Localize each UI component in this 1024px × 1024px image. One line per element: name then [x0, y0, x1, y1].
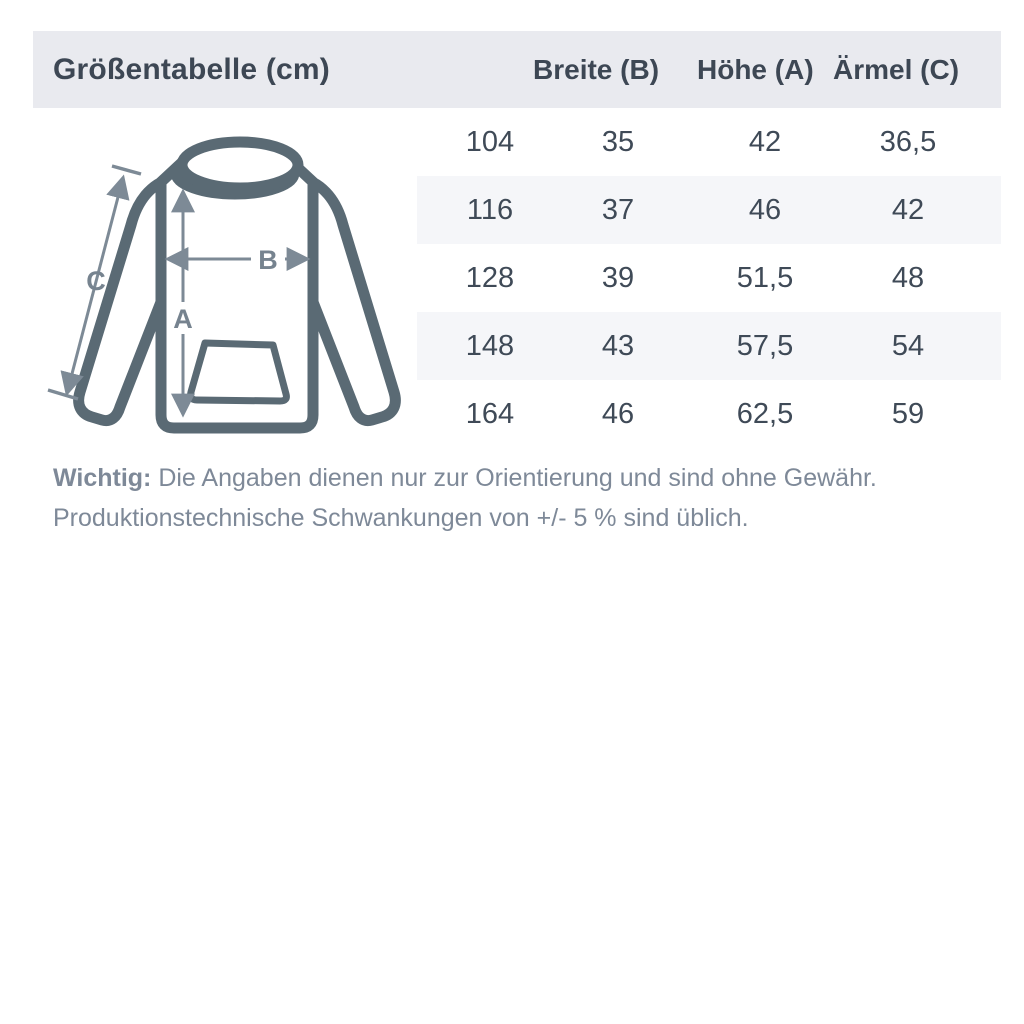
disclaimer-line-2: Produktionstechnische Schwankungen von +/- 5 % sind üblich.	[53, 504, 749, 532]
size-cell: 128	[465, 261, 515, 294]
size-cell: 104	[465, 125, 515, 158]
table-row	[417, 176, 1001, 244]
size-cell: 164	[465, 397, 515, 430]
disclaimer-line-1	[53, 458, 983, 498]
aermel-cell: 36,5	[879, 125, 937, 158]
label-a: A	[173, 304, 193, 334]
hoehe-cell: 42	[748, 125, 782, 158]
breite-cell: 39	[601, 261, 635, 294]
label-c: C	[86, 266, 106, 296]
size-cell: 116	[466, 193, 514, 226]
table-title: Größentabelle (cm)	[53, 52, 330, 86]
breite-cell: 46	[601, 397, 635, 430]
disclaimer-text-1: Die Angaben dienen nur zur Orientierung und sind ohne Gewähr.	[158, 464, 877, 492]
size-cell: 148	[465, 329, 515, 362]
table-row	[417, 108, 1001, 176]
aermel-cell: 59	[891, 397, 925, 430]
table-row	[417, 312, 1001, 380]
hoodie-measurement-diagram	[40, 128, 420, 438]
aermel-cell: 54	[891, 329, 925, 362]
aermel-cell: 42	[891, 193, 925, 226]
hood-icon	[176, 142, 298, 194]
disclaimer-prefix: Wichtig:	[53, 464, 152, 492]
pocket	[191, 343, 287, 401]
table-header	[33, 31, 1001, 108]
table-row	[417, 244, 1001, 312]
hoehe-cell: 46	[748, 193, 782, 226]
disclaimer-note	[53, 458, 983, 538]
breite-cell: 35	[601, 125, 635, 158]
hoehe-cell: 57,5	[736, 329, 794, 362]
aermel-cell: 48	[891, 261, 925, 294]
hoehe-cell: 62,5	[736, 397, 794, 430]
breite-cell: 43	[601, 329, 635, 362]
column-header-aermel: Ärmel (C)	[833, 53, 960, 85]
label-b: B	[258, 245, 278, 275]
column-header-hoehe: Höhe (A)	[697, 53, 814, 85]
breite-cell: 37	[601, 193, 635, 226]
hoehe-cell: 51,5	[736, 261, 794, 294]
column-header-breite: Breite (B)	[533, 53, 660, 85]
table-row	[417, 380, 1001, 448]
